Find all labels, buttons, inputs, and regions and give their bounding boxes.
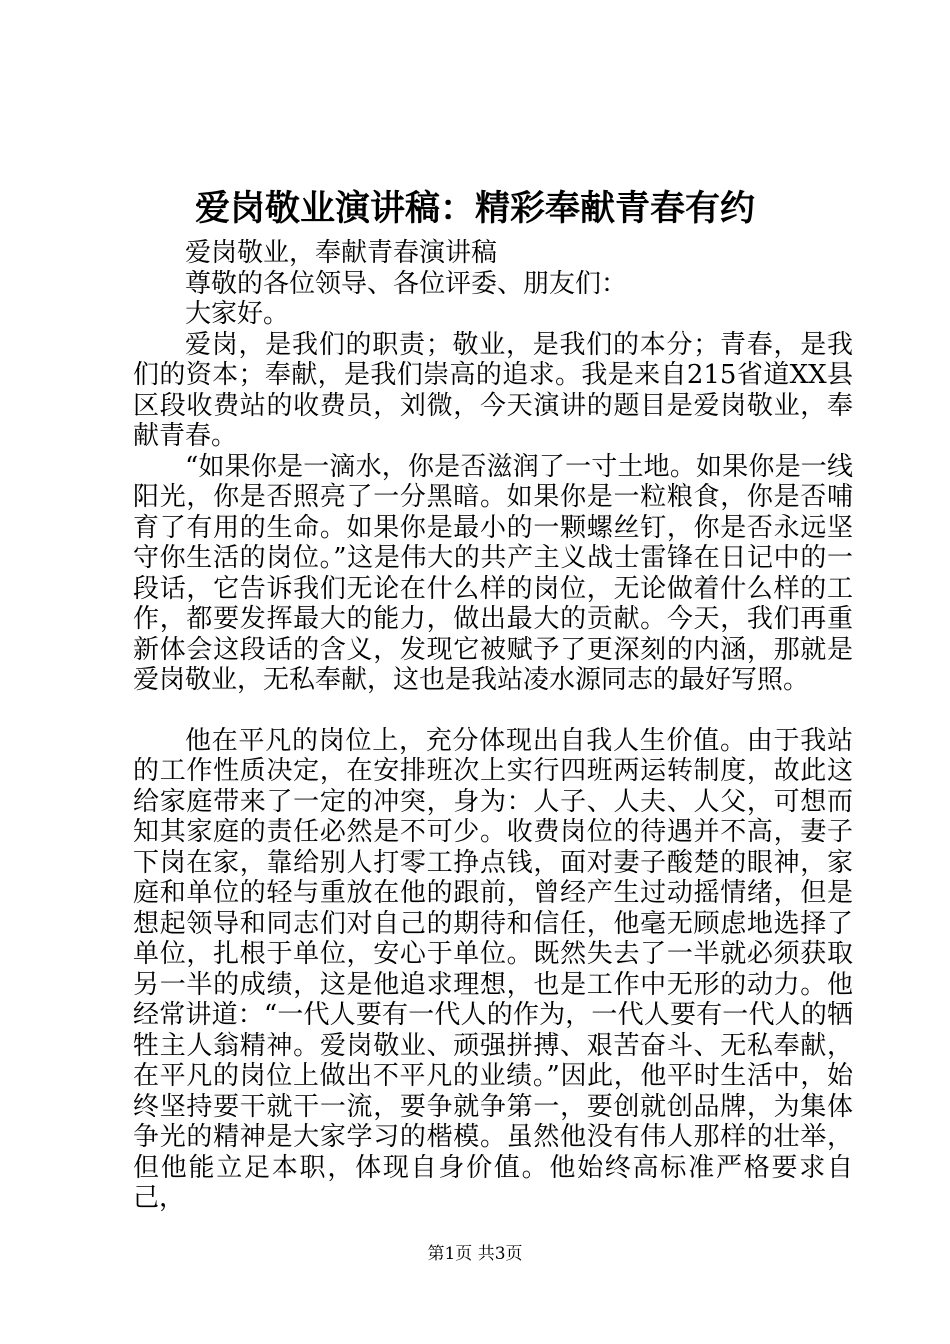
paragraph-introduction: 爱岗，是我们的职责；敬业，是我们的本分；青春，是我们的资本；奉献，是我们崇高的追求。我是来自215省道XX县区段收费站的收费员，刘微，今天演讲的题目是爱岗敬业，奉献青春。 <box>133 329 853 451</box>
paragraph-heading-line: 爱岗敬业，奉献青春演讲稿 <box>185 238 498 268</box>
page-number-footer: 第1页 共3页 <box>427 1244 523 1264</box>
paragraph-salutation: 尊敬的各位领导、各位评委、朋友们： <box>185 268 628 299</box>
document-title: 爱岗敬业演讲稿：精彩奉献青春有约 <box>194 188 755 229</box>
document-body <box>133 238 853 1214</box>
paragraph-main-story: 他在平凡的岗位上，充分体现出自我人生价值。由于我站的工作性质决定，在安排班次上实行四班两运转制度，故此这给家庭带来了一定的冲突，身为：人子、人夫、人父，可想而知其家庭的责任必然是不可少。收费岗位的待遇并不高，妻子下岗在家，靠给别人打零工挣点钱，面对妻子酸楚的眼神，家庭和单位的轻与重放在他的跟前，曾经产生过动摇情绪，但是想起领导和同志们对自己的期待和信任，他毫无顾虑地选择了单位，扎根于单位，安心于单位。既然失去了一半就必须获取另一半的成绩，这是他追求理想，也是工作中无形的动力。他经常讲道：“一代人要有一代人的作为，一代人要有一代人的牺牲主人翁精神。爱岗敬业、顽强拼搏、艰苦奋斗、无私奉献，在平凡的岗位上做出不平凡的业绩。”因此，他平时生活中，始终坚持要干就干一流，要争就争第一，要创就创品牌，为集体争光的精神是大家学习的楷模。虽然他没有伟人那样的壮举，但他能立足本职，体现自身价值。他始终高标准严格要求自己， <box>133 725 853 1213</box>
paragraph-greeting: 大家好。 <box>185 299 290 329</box>
paragraph-lei-feng-quote: “如果你是一滴水，你是否滋润了一寸土地。如果你是一线阳光，你是否照亮了一分黑暗。如果你是一粒粮食，你是否哺育了有用的生命。如果你是最小的一颗螺丝钉，你是否永远坚守你生活的岗位。”这是伟大的共产主义战士雷锋在日记中的一段话，它告诉我们无论在什么样的岗位，无论做着什么样的工作，都要发挥最大的能力，做出最大的贡献。今天，我们再重新体会这段话的含义，发现它被赋予了更深刻的内涵，那就是爱岗敬业，无私奉献，这也是我站凌水源同志的最好写照。 <box>133 451 853 695</box>
